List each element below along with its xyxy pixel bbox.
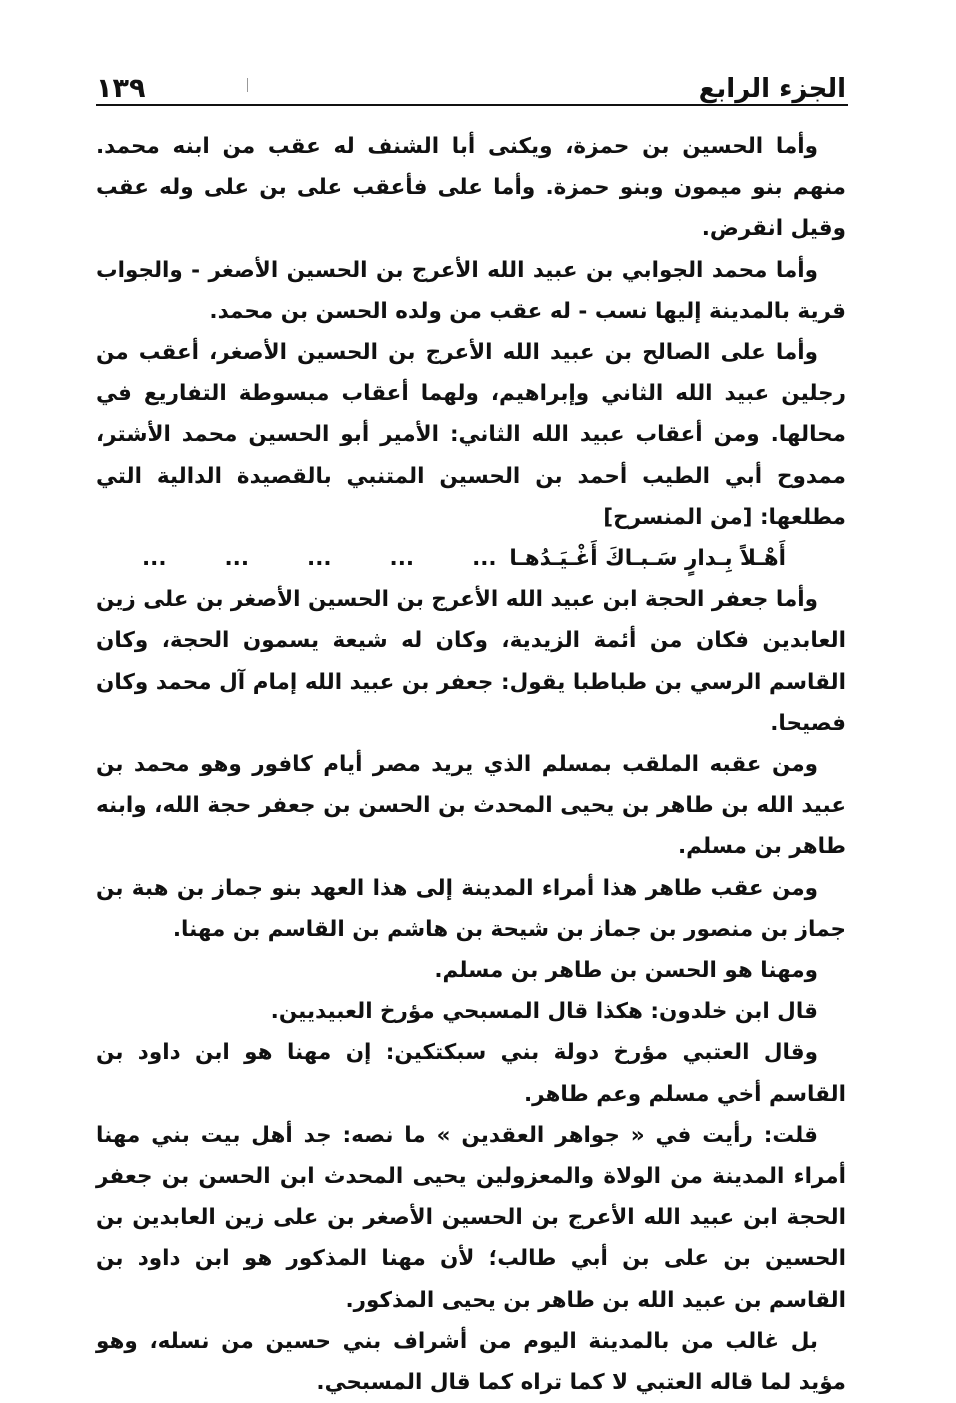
page-header (96, 58, 846, 102)
verse-ellipsis-group (142, 538, 497, 579)
paragraph-5: ومن عقبه الملقب بمسلم الذي يريد مصر أيام كافور وهو محمد بن عبيد الله بن طاهر بن يحيى المحدث بن الحسن بن جعفر حجة الله، وابنه طاهر بن مسلم. (96, 752, 846, 860)
verse-ellipsis: ... (307, 546, 332, 572)
verse-ellipsis: ... (142, 546, 167, 572)
paragraph-9: وقال العتبي مؤرخ دولة بني سبكتكين: إن مهنا هو ابن داود بن القاسم أخي مسلم وعم طاهر. (96, 1040, 846, 1107)
paragraph-6: ومن عقب طاهر هذا أمراء المدينة إلى هذا العهد بنو جماز بن هبة بن جماز بن منصور بن جماز بن شيحة بن هاشم بن القاسم بن مهنا. (96, 875, 846, 942)
paragraph-1: وأما الحسين بن حمزة، ويكنى أبا الشنف له عقب من ابنه محمد. منهم بنو ميمون وبنو حمزة. وأما على فأعقب على بن على وله عقب وقيل انقرض. (96, 134, 846, 242)
scan-mark (247, 78, 248, 92)
paragraph-2: وأما محمد الجوابي بن عبيد الله الأعرج بن الحسين الأصغر - والجواب قرية بالمدينة إليها نسب - له عقب من ولده الحسن بن محمد. (96, 257, 846, 324)
verse-ellipsis: ... (224, 546, 250, 572)
running-title: الجزء الرابع (698, 74, 846, 104)
header-rule (96, 104, 848, 106)
paragraph-3: وأما على الصالح بن عبيد الله الأعرج بن الحسين الأصغر، أعقب من رجلين عبيد الله الثاني وإبراهيم، ولهما أعقاب مبسوطة التفاريع في محالها. ومن أعقاب عبيد الله الثاني: الأمير أبو الحسين محمد الأشتر، ممدوح أبي الطيب أحمد بن الحسين المتنبي بالقصيدة الدالية التي مطلعها: [من المنسرح] (96, 340, 846, 530)
paragraph-10: قلت: رأيت في « جواهر العقدين » ما نصه: جد أهل بيت بني مهنا أمراء المدينة من الولاة والمعزولين يحيى المحدث ابن الحسن بن جعفر الحجة ابن عبيد الله الأعرج بن الحسين الأصغر بن على زين العابدين بن الحسين بن على بن أبي طالب؛ لأن مهنا المذكور هو ابن داود بن القاسم بن عبيد الله بن طاهر بن يحيى المذكور. (96, 1122, 846, 1313)
verse-ellipsis: ... (389, 546, 415, 572)
verse-first-hemistich: أَهْـلاً بِـدارٍ سَـبـاكَ أَغْـيَـدُهـا (509, 546, 786, 572)
verse-ellipsis: ... (472, 546, 497, 572)
page-number: ١٣٩ (96, 73, 146, 104)
poem-verse (96, 538, 846, 579)
paragraph-8: قال ابن خلدون: هكذا قال المسبحي مؤرخ العبيديين. (270, 999, 818, 1025)
paragraph-4: وأما جعفر الحجة ابن عبيد الله الأعرج بن الحسين الأصغر بن على زين العابدين فكان من أئمة الزيدية، وكان له شيعة يسمون الحجة، وكان القاسم الرسي بن طباطبا يقول: جعفر بن عبيد الله إمام آل محمد وكان فصيحا. (96, 587, 846, 736)
paragraph-11: بل غالب من بالمدينة اليوم من أشراف بني حسين من نسله، وهو مؤيد لما قاله العتبي لا كما تراه كما قال المسبحي. (96, 1328, 846, 1396)
body-text (96, 126, 846, 1403)
paragraph-7: ومهنا هو الحسن بن طاهر بن مسلم. (434, 958, 818, 984)
